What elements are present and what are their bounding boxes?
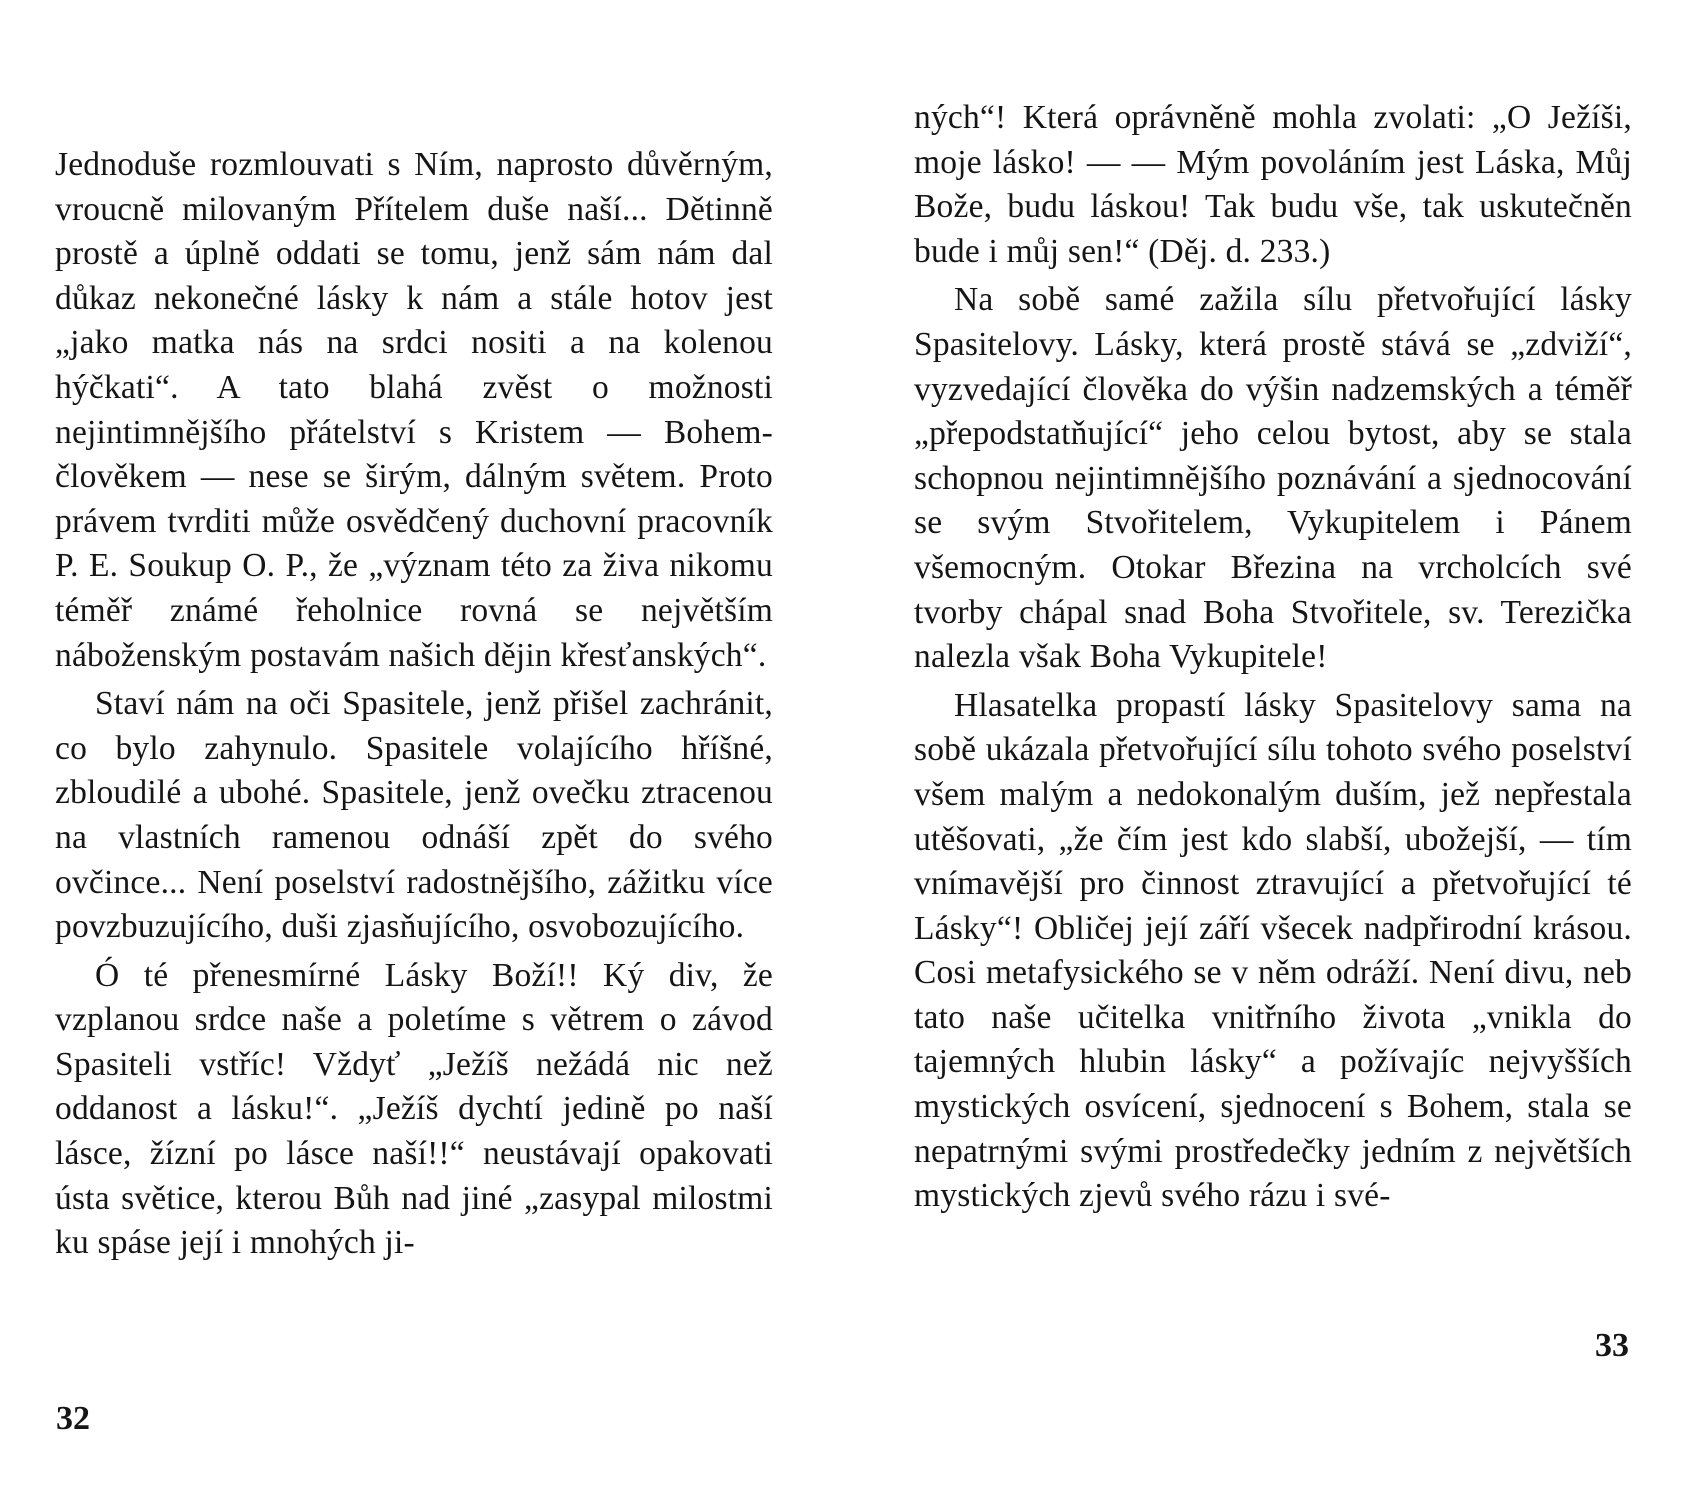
left-text-column [55, 143, 773, 1270]
right-paragraph-3: Hlasatelka propastí lásky Spasitelovy sama na sobě ukázala přetvořující sílu tohoto svého poselství všem malým a nedokonalým duším, jež nepřestala utěšovati, „že čím jest kdo slabší, ubožejší, — tím vnímavější pro činnost ztravující a přetvořující té Lásky“! Obličej její září všecek nadpřirodní krásou. Cosi metafysického se v něm odráží. Není divu, neb tato naše učitelka vnitřního života „vnikla do tajemných hlubin lásky“ a požívajíc nejvyšších mystických osvícení, sjednocení s Bohem, stala se nepatrnými svými prostředečky jedním z největších mystických zjevů svého rázu i své- [914, 686, 1632, 1215]
right-text-column [914, 96, 1632, 1223]
left-paragraph-3: Ó té přenesmírné Lásky Boží!! Ký div, že vzplanou srdce naše a poletíme s větrem o závod Spasiteli vstříc! Vždyť „Ježíš nežádá nic než oddanost a lásku!“. „Ježíš dychtí jedině po naší lásce, žízní po lásce naší!!“ neustávají opakovati ústa světice, kterou Bůh nad jiné „zasypal milostmi ku spáse její i mnohých ji- [55, 956, 773, 1262]
right-page [842, 0, 1684, 1500]
right-paragraph-1: ných“! Která oprávněně mohla zvolati: „O Ježíši, moje lásko! — — Mým povoláním jest Láska, Můj Bože, budu láskou! Tak budu vše, tak uskutečněn bude i můj sen!“ (Děj. d. 233.) [914, 99, 1632, 270]
left-paragraph-1: Jednoduše rozmlouvati s Ním, naprosto důvěrným, vroucně milovaným Přítelem duše naší... Dětinně prostě a úplně oddati se tomu, jenž sám nám dal důkaz nekonečné lásky k nám a stále hotov jest „jako matka nás na srdci nositi a na kolenou hýčkati“. A tato blahá zvěst o možnosti nejintimnějšího přátelství s Kristem — Bohem-člověkem — nese se širým, dálným světem. Proto právem tvrditi může osvědčený duchovní pracovník P. E. Soukup O. P., že „význam této za živa nikomu téměř známé řeholnice rovná se největším náboženským postavám našich dějin křesťanských“. [55, 146, 773, 674]
right-page-number: 33 [1595, 1327, 1629, 1364]
right-paragraph-2: Na sobě samé zažila sílu přetvořující lásky Spasitelovy. Lásky, která prostě stává se „zdviží“, vyzvedající člověka do výšin nadzemských a téměř „přepodstatňující“ jeho celou bytost, aby se stala schopnou nejintimnějšího poznávání a sjednocování se svým Stvořitelem, Vykupitelem i Pánem všemocným. Otokar Březina na vrcholcích své tvorby chápal snad Boha Stvořitele, sv. Terezička nalezla však Boha Vykupitele! [914, 281, 1632, 676]
left-paragraph-2: Staví nám na oči Spasitele, jenž přišel zachránit, co bylo zahynulo. Spasitele volajícího hříšné, zbloudilé a ubohé. Spasitele, jenž ovečku ztracenou na vlastních ramenou odnáší zpět do svého ovčince... Není poselství radostnějšího, zážitku více povzbuzujícího, duši zjasňujícího, osvobozujícího. [55, 685, 773, 946]
left-page-number: 32 [56, 1400, 90, 1437]
